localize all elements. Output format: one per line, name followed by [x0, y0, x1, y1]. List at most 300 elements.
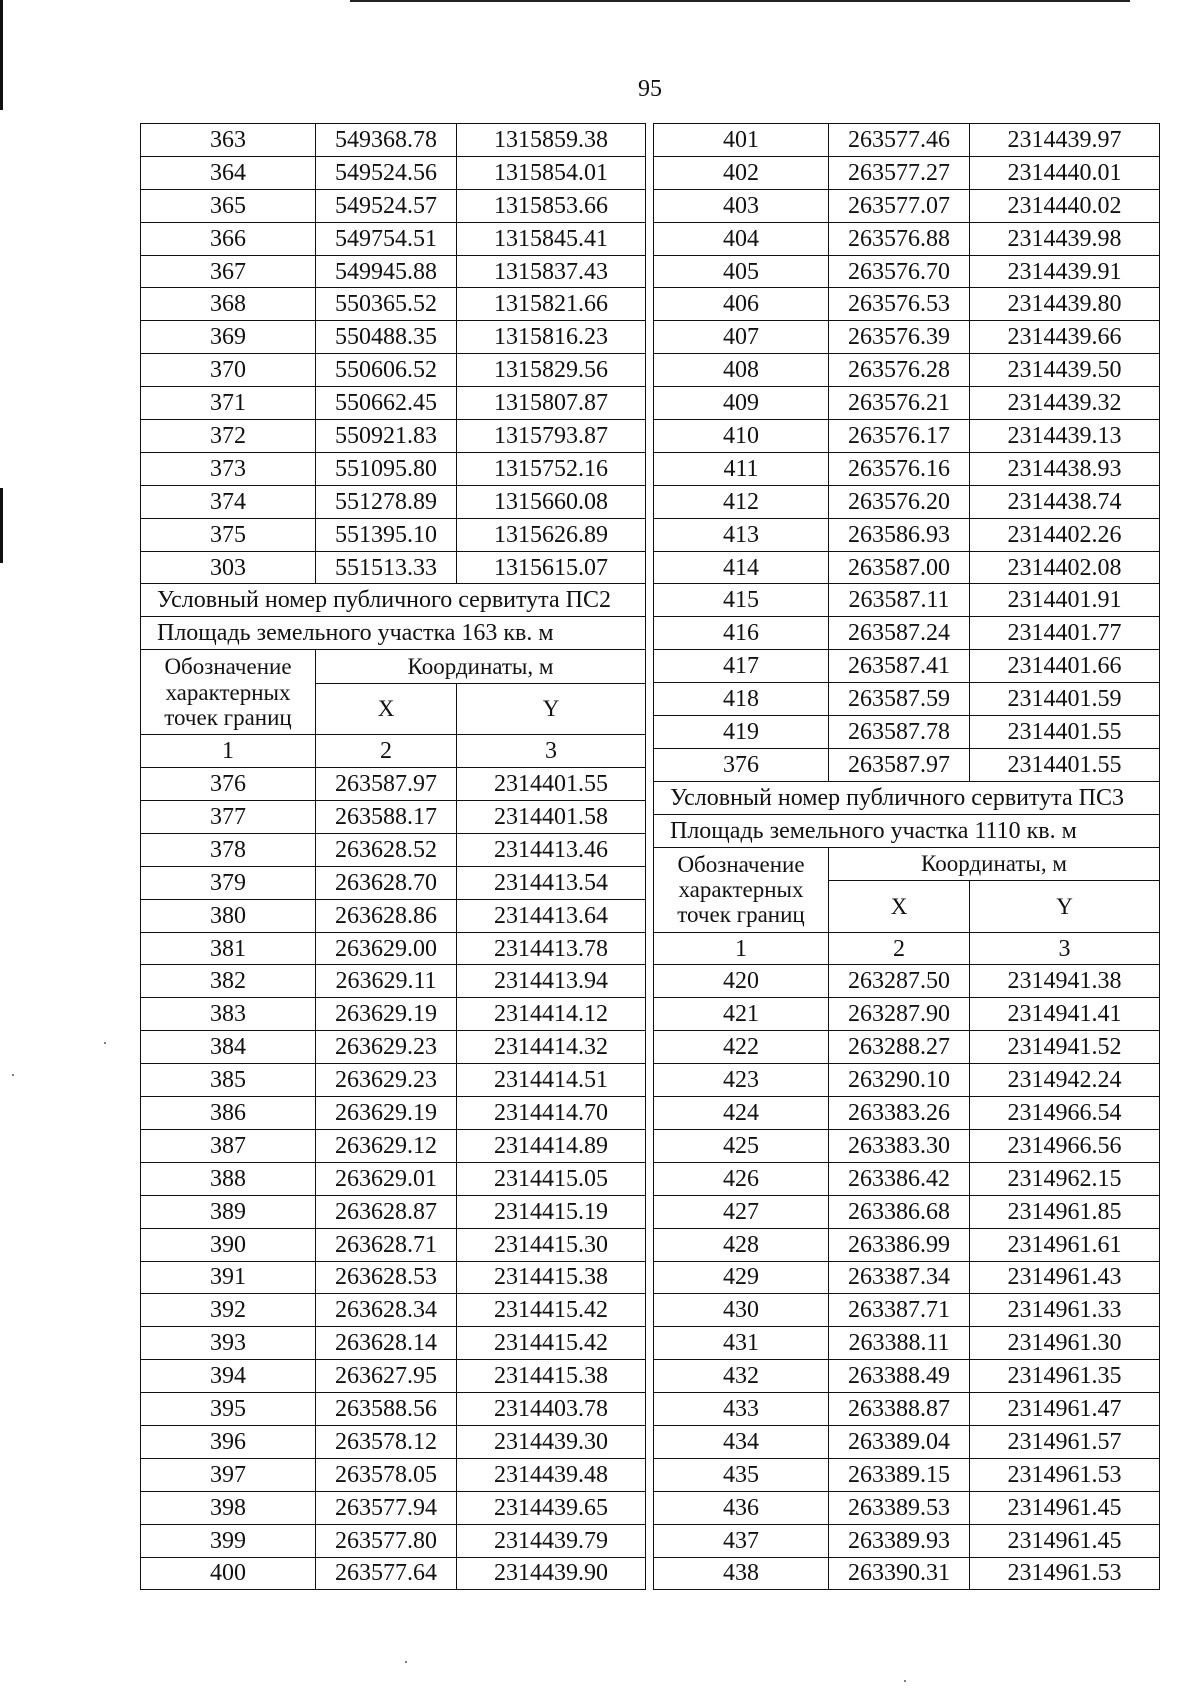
table-row [654, 288, 1160, 321]
y-coordinate-cell: 2314941.38 [970, 965, 1160, 998]
x-coordinate-cell: 263287.90 [829, 998, 970, 1031]
x-coordinate-cell: 263628.34 [316, 1294, 457, 1327]
x-coordinate-cell: 263290.10 [829, 1064, 970, 1097]
x-coordinate-cell: 263629.23 [316, 1031, 457, 1064]
point-number-cell: 386 [141, 1097, 316, 1130]
header-row [141, 650, 646, 683]
y-coordinate-cell: 2314414.89 [457, 1129, 646, 1162]
y-coordinate-cell: 2314401.91 [970, 584, 1160, 617]
table-row [141, 965, 646, 998]
table-row [654, 650, 1160, 683]
header-row [654, 847, 1160, 880]
x-coordinate-cell: 263588.56 [316, 1393, 457, 1426]
table-row [141, 899, 646, 932]
y-coordinate-cell: 2314414.12 [457, 998, 646, 1031]
point-number-cell: 419 [654, 716, 829, 749]
y-coordinate-cell: 2314961.57 [970, 1425, 1160, 1458]
point-number-cell: 429 [654, 1261, 829, 1294]
table-row [141, 518, 646, 551]
point-number-cell: 435 [654, 1458, 829, 1491]
y-coordinate-cell: 1315752.16 [457, 452, 646, 485]
table-row [654, 551, 1160, 584]
x-coordinate-cell: 263629.00 [316, 932, 457, 965]
x-coordinate-cell: 263389.04 [829, 1425, 970, 1458]
y-coordinate-cell: 2314439.32 [970, 387, 1160, 420]
table-row [141, 1360, 646, 1393]
servitude-row [654, 781, 1160, 814]
x-coordinate-cell: 263628.70 [316, 866, 457, 899]
table-row [141, 288, 646, 321]
point-number-cell: 416 [654, 617, 829, 650]
table-row [141, 1458, 646, 1491]
y-coordinate-cell: 1315837.43 [457, 255, 646, 288]
point-number-cell: 417 [654, 650, 829, 683]
y-coordinate-cell: 1315793.87 [457, 420, 646, 453]
x-coordinate-cell: 263390.31 [829, 1557, 970, 1590]
table-row [654, 1261, 1160, 1294]
point-number-cell: 400 [141, 1557, 316, 1590]
table-row [141, 1393, 646, 1426]
y-coordinate-cell: 2314966.56 [970, 1129, 1160, 1162]
table-row [654, 1524, 1160, 1557]
x-coordinate-cell: 263629.01 [316, 1162, 457, 1195]
y-coordinate-cell: 2314439.66 [970, 321, 1160, 354]
point-number-cell: 369 [141, 321, 316, 354]
x-coordinate-cell: 263389.53 [829, 1491, 970, 1524]
table-row [654, 1195, 1160, 1228]
point-number-cell: 391 [141, 1261, 316, 1294]
y-coordinate-cell: 2314966.54 [970, 1097, 1160, 1130]
x-coordinate-cell: 263383.26 [829, 1097, 970, 1130]
y-coordinate-cell: 2314941.41 [970, 998, 1160, 1031]
table-row [141, 866, 646, 899]
y-coordinate-cell: 1315854.01 [457, 156, 646, 189]
column-number: 1 [654, 932, 829, 965]
y-coordinate-cell: 2314961.33 [970, 1294, 1160, 1327]
y-coordinate-cell: 2314401.55 [970, 748, 1160, 781]
point-number-cell: 420 [654, 965, 829, 998]
y-coordinate-cell: 1315660.08 [457, 485, 646, 518]
table-row [654, 255, 1160, 288]
table-row [141, 321, 646, 354]
column-number: 3 [457, 735, 646, 768]
y-coordinate-cell: 1315845.41 [457, 222, 646, 255]
y-coordinate-cell: 2314401.58 [457, 801, 646, 834]
table-row [654, 518, 1160, 551]
x-coordinate-cell: 263587.41 [829, 650, 970, 683]
x-coordinate-cell: 263389.93 [829, 1524, 970, 1557]
table-row [141, 801, 646, 834]
table-row [654, 1064, 1160, 1097]
table-row [654, 1228, 1160, 1261]
y-coordinate-cell: 2314415.38 [457, 1360, 646, 1393]
table-row [654, 222, 1160, 255]
y-coordinate-cell: 2314415.30 [457, 1228, 646, 1261]
x-coordinate-cell: 263386.99 [829, 1228, 970, 1261]
table-row [654, 998, 1160, 1031]
table-row [654, 1097, 1160, 1130]
point-number-cell: 410 [654, 420, 829, 453]
table-row [141, 156, 646, 189]
point-number-cell: 377 [141, 801, 316, 834]
y-coordinate-cell: 2314961.53 [970, 1458, 1160, 1491]
x-coordinate-cell: 550921.83 [316, 420, 457, 453]
y-coordinate-cell: 2314439.13 [970, 420, 1160, 453]
point-number-cell: 370 [141, 354, 316, 387]
point-number-cell: 396 [141, 1425, 316, 1458]
table-row [141, 485, 646, 518]
point-number-cell: 373 [141, 452, 316, 485]
servitude-section-ps3 [654, 781, 1160, 965]
area-row [654, 814, 1160, 847]
y-coordinate-cell: 1315816.23 [457, 321, 646, 354]
point-number-cell: 381 [141, 932, 316, 965]
point-number-cell: 425 [654, 1129, 829, 1162]
y-coordinate-cell: 2314413.54 [457, 866, 646, 899]
table-row [654, 1031, 1160, 1064]
y-coordinate-cell: 2314941.52 [970, 1031, 1160, 1064]
table-row [654, 321, 1160, 354]
x-coordinate-cell: 263387.34 [829, 1261, 970, 1294]
x-coordinate-cell: 263388.11 [829, 1327, 970, 1360]
table-row [141, 833, 646, 866]
x-coordinate-cell: 263577.64 [316, 1557, 457, 1590]
point-number-cell: 418 [654, 683, 829, 716]
x-coordinate-cell: 263628.14 [316, 1327, 457, 1360]
table-row [654, 716, 1160, 749]
x-coordinate-cell: 263628.86 [316, 899, 457, 932]
table-row [141, 768, 646, 801]
point-number-cell: 374 [141, 485, 316, 518]
table-row [141, 1162, 646, 1195]
x-coordinate-cell: 263576.28 [829, 354, 970, 387]
x-coordinate-cell: 263577.80 [316, 1524, 457, 1557]
y-coordinate-cell: 2314439.79 [457, 1524, 646, 1557]
x-coordinate-cell: 263577.46 [829, 124, 970, 157]
x-coordinate-cell: 550606.52 [316, 354, 457, 387]
coordinates-table-left [140, 123, 646, 1590]
x-coordinate-cell: 263587.97 [316, 768, 457, 801]
table-row [654, 420, 1160, 453]
table-row [654, 354, 1160, 387]
header-y: Y [457, 683, 646, 735]
point-number-cell: 424 [654, 1097, 829, 1130]
table-row [141, 1327, 646, 1360]
table-row [654, 124, 1160, 157]
scan-speck [405, 1661, 407, 1663]
point-number-cell: 405 [654, 255, 829, 288]
y-coordinate-cell: 2314439.48 [457, 1458, 646, 1491]
point-number-cell: 432 [654, 1360, 829, 1393]
point-number-cell: 437 [654, 1524, 829, 1557]
y-coordinate-cell: 2314413.46 [457, 833, 646, 866]
y-coordinate-cell: 2314402.26 [970, 518, 1160, 551]
point-number-cell: 388 [141, 1162, 316, 1195]
y-coordinate-cell: 1315615.07 [457, 551, 646, 584]
header-x: X [829, 880, 970, 932]
y-coordinate-cell: 2314961.35 [970, 1360, 1160, 1393]
point-number-cell: 378 [141, 833, 316, 866]
y-coordinate-cell: 2314961.45 [970, 1491, 1160, 1524]
y-coordinate-cell: 2314414.70 [457, 1097, 646, 1130]
point-number-cell: 364 [141, 156, 316, 189]
x-coordinate-cell: 550365.52 [316, 288, 457, 321]
point-number-cell: 408 [654, 354, 829, 387]
point-number-cell: 427 [654, 1195, 829, 1228]
point-number-cell: 365 [141, 189, 316, 222]
y-coordinate-cell: 2314402.08 [970, 551, 1160, 584]
point-number-cell: 411 [654, 452, 829, 485]
y-coordinate-cell: 2314414.51 [457, 1064, 646, 1097]
table-row [654, 1360, 1160, 1393]
y-coordinate-cell: 1315821.66 [457, 288, 646, 321]
x-coordinate-cell: 263388.49 [829, 1360, 970, 1393]
point-number-cell: 372 [141, 420, 316, 453]
x-coordinate-cell: 263587.00 [829, 551, 970, 584]
x-coordinate-cell: 550488.35 [316, 321, 457, 354]
x-coordinate-cell: 263629.19 [316, 1097, 457, 1130]
y-coordinate-cell: 2314439.80 [970, 288, 1160, 321]
y-coordinate-cell: 2314961.45 [970, 1524, 1160, 1557]
table-row [141, 551, 646, 584]
point-number-cell: 399 [141, 1524, 316, 1557]
point-number-cell: 303 [141, 551, 316, 584]
scan-speck [904, 1680, 906, 1682]
table-row [141, 354, 646, 387]
x-coordinate-cell: 263588.17 [316, 801, 457, 834]
servitude-section-ps2 [141, 584, 646, 768]
table-row [654, 1129, 1160, 1162]
x-coordinate-cell: 263629.12 [316, 1129, 457, 1162]
y-coordinate-cell: 2314413.78 [457, 932, 646, 965]
x-coordinate-cell: 551513.33 [316, 551, 457, 584]
point-number-cell: 433 [654, 1393, 829, 1426]
table-row [654, 965, 1160, 998]
point-number-cell: 389 [141, 1195, 316, 1228]
point-number-cell: 395 [141, 1393, 316, 1426]
scan-edge-left-mid [0, 488, 3, 563]
table-row [141, 222, 646, 255]
table-row [654, 1327, 1160, 1360]
x-coordinate-cell: 263386.42 [829, 1162, 970, 1195]
y-coordinate-cell: 1315859.38 [457, 124, 646, 157]
servitude-row [141, 584, 646, 617]
rows-b [654, 965, 1160, 1590]
point-number-cell: 401 [654, 124, 829, 157]
scan-speck [104, 1042, 106, 1044]
x-coordinate-cell: 263629.19 [316, 998, 457, 1031]
x-coordinate-cell: 263576.17 [829, 420, 970, 453]
x-coordinate-cell: 549524.56 [316, 156, 457, 189]
rows-b [141, 768, 646, 1590]
table-row [654, 584, 1160, 617]
point-number-cell: 422 [654, 1031, 829, 1064]
x-coordinate-cell: 549754.51 [316, 222, 457, 255]
x-coordinate-cell: 263576.20 [829, 485, 970, 518]
table-row [141, 1425, 646, 1458]
x-coordinate-cell: 263587.59 [829, 683, 970, 716]
y-coordinate-cell: 2314401.77 [970, 617, 1160, 650]
y-coordinate-cell: 2314961.53 [970, 1557, 1160, 1590]
x-coordinate-cell: 263388.87 [829, 1393, 970, 1426]
y-coordinate-cell: 2314401.55 [970, 716, 1160, 749]
x-coordinate-cell: 263576.39 [829, 321, 970, 354]
x-coordinate-cell: 263576.21 [829, 387, 970, 420]
point-number-cell: 380 [141, 899, 316, 932]
y-coordinate-cell: 2314403.78 [457, 1393, 646, 1426]
y-coordinate-cell: 2314401.55 [457, 768, 646, 801]
rows-a [141, 124, 646, 584]
point-number-cell: 384 [141, 1031, 316, 1064]
x-coordinate-cell: 263628.53 [316, 1261, 457, 1294]
point-number-cell: 393 [141, 1327, 316, 1360]
x-coordinate-cell: 263387.71 [829, 1294, 970, 1327]
y-coordinate-cell: 2314440.02 [970, 189, 1160, 222]
point-number-cell: 382 [141, 965, 316, 998]
x-coordinate-cell: 263576.16 [829, 452, 970, 485]
y-coordinate-cell: 2314413.94 [457, 965, 646, 998]
table-row [141, 932, 646, 965]
x-coordinate-cell: 263628.71 [316, 1228, 457, 1261]
y-coordinate-cell: 2314401.59 [970, 683, 1160, 716]
area-row [141, 617, 646, 650]
y-coordinate-cell: 2314415.38 [457, 1261, 646, 1294]
x-coordinate-cell: 551395.10 [316, 518, 457, 551]
y-coordinate-cell: 2314961.61 [970, 1228, 1160, 1261]
table-row [654, 387, 1160, 420]
y-coordinate-cell: 2314415.42 [457, 1327, 646, 1360]
page-number: 95 [638, 76, 662, 102]
table-row [141, 124, 646, 157]
x-coordinate-cell: 551278.89 [316, 485, 457, 518]
x-coordinate-cell: 263576.53 [829, 288, 970, 321]
x-coordinate-cell: 263628.87 [316, 1195, 457, 1228]
table-row [141, 1557, 646, 1590]
y-coordinate-cell: 2314961.30 [970, 1327, 1160, 1360]
table-row [141, 1129, 646, 1162]
y-coordinate-cell: 1315807.87 [457, 387, 646, 420]
x-coordinate-cell: 263627.95 [316, 1360, 457, 1393]
y-coordinate-cell: 2314962.15 [970, 1162, 1160, 1195]
point-number-cell: 363 [141, 124, 316, 157]
point-number-cell: 413 [654, 518, 829, 551]
y-coordinate-cell: 2314439.65 [457, 1491, 646, 1524]
y-coordinate-cell: 2314440.01 [970, 156, 1160, 189]
point-number-cell: 402 [654, 156, 829, 189]
x-coordinate-cell: 549945.88 [316, 255, 457, 288]
table-row [141, 1261, 646, 1294]
table-row [654, 485, 1160, 518]
header-coordinates: Координаты, м [829, 847, 1160, 880]
point-number-cell: 426 [654, 1162, 829, 1195]
point-number-cell: 376 [141, 768, 316, 801]
y-coordinate-cell: 2314439.90 [457, 1557, 646, 1590]
x-coordinate-cell: 263587.78 [829, 716, 970, 749]
y-coordinate-cell: 2314439.98 [970, 222, 1160, 255]
x-coordinate-cell: 263383.30 [829, 1129, 970, 1162]
x-coordinate-cell: 263577.94 [316, 1491, 457, 1524]
x-coordinate-cell: 263586.93 [829, 518, 970, 551]
y-coordinate-cell: 1315626.89 [457, 518, 646, 551]
table-row [654, 1294, 1160, 1327]
table-row [141, 998, 646, 1031]
table-row [141, 189, 646, 222]
column-number: 1 [141, 735, 316, 768]
x-coordinate-cell: 263587.11 [829, 584, 970, 617]
point-number-cell: 383 [141, 998, 316, 1031]
point-number-cell: 414 [654, 551, 829, 584]
column-number-row [141, 735, 646, 768]
table-row [141, 1195, 646, 1228]
point-number-cell: 376 [654, 748, 829, 781]
header-points: Обозначение характерных точек границ [141, 650, 316, 735]
point-number-cell: 434 [654, 1425, 829, 1458]
point-number-cell: 394 [141, 1360, 316, 1393]
land-area-label: Площадь земельного участка 1110 кв. м [654, 814, 1160, 847]
point-number-cell: 390 [141, 1228, 316, 1261]
point-number-cell: 385 [141, 1064, 316, 1097]
table-row [654, 748, 1160, 781]
point-number-cell: 403 [654, 189, 829, 222]
table-row [654, 683, 1160, 716]
y-coordinate-cell: 2314414.32 [457, 1031, 646, 1064]
point-number-cell: 428 [654, 1228, 829, 1261]
y-coordinate-cell: 2314439.50 [970, 354, 1160, 387]
point-number-cell: 412 [654, 485, 829, 518]
y-coordinate-cell: 2314401.66 [970, 650, 1160, 683]
point-number-cell: 368 [141, 288, 316, 321]
y-coordinate-cell: 1315853.66 [457, 189, 646, 222]
point-number-cell: 379 [141, 866, 316, 899]
table-row [141, 1524, 646, 1557]
table-row [654, 1425, 1160, 1458]
table-row [141, 255, 646, 288]
table-row [654, 617, 1160, 650]
table-row [654, 1458, 1160, 1491]
x-coordinate-cell: 263629.23 [316, 1064, 457, 1097]
table-row [141, 387, 646, 420]
column-number-row [654, 932, 1160, 965]
x-coordinate-cell: 263587.24 [829, 617, 970, 650]
table-row [141, 1064, 646, 1097]
table-row [141, 1031, 646, 1064]
y-coordinate-cell: 2314415.42 [457, 1294, 646, 1327]
header-coordinates: Координаты, м [316, 650, 646, 683]
y-coordinate-cell: 2314438.93 [970, 452, 1160, 485]
table-row [141, 420, 646, 453]
y-coordinate-cell: 2314415.05 [457, 1162, 646, 1195]
point-number-cell: 438 [654, 1557, 829, 1590]
table-row [654, 189, 1160, 222]
table-row [141, 1491, 646, 1524]
point-number-cell: 423 [654, 1064, 829, 1097]
point-number-cell: 421 [654, 998, 829, 1031]
table-row [654, 156, 1160, 189]
coordinates-table-right [653, 123, 1160, 1590]
point-number-cell: 407 [654, 321, 829, 354]
y-coordinate-cell: 2314961.47 [970, 1393, 1160, 1426]
servitude-number-label: Условный номер публичного сервитута ПС2 [141, 584, 646, 617]
table-row [141, 1097, 646, 1130]
table-row [654, 452, 1160, 485]
point-number-cell: 415 [654, 584, 829, 617]
x-coordinate-cell: 263578.05 [316, 1458, 457, 1491]
y-coordinate-cell: 2314439.30 [457, 1425, 646, 1458]
point-number-cell: 397 [141, 1458, 316, 1491]
y-coordinate-cell: 2314413.64 [457, 899, 646, 932]
x-coordinate-cell: 263576.70 [829, 255, 970, 288]
y-coordinate-cell: 2314942.24 [970, 1064, 1160, 1097]
